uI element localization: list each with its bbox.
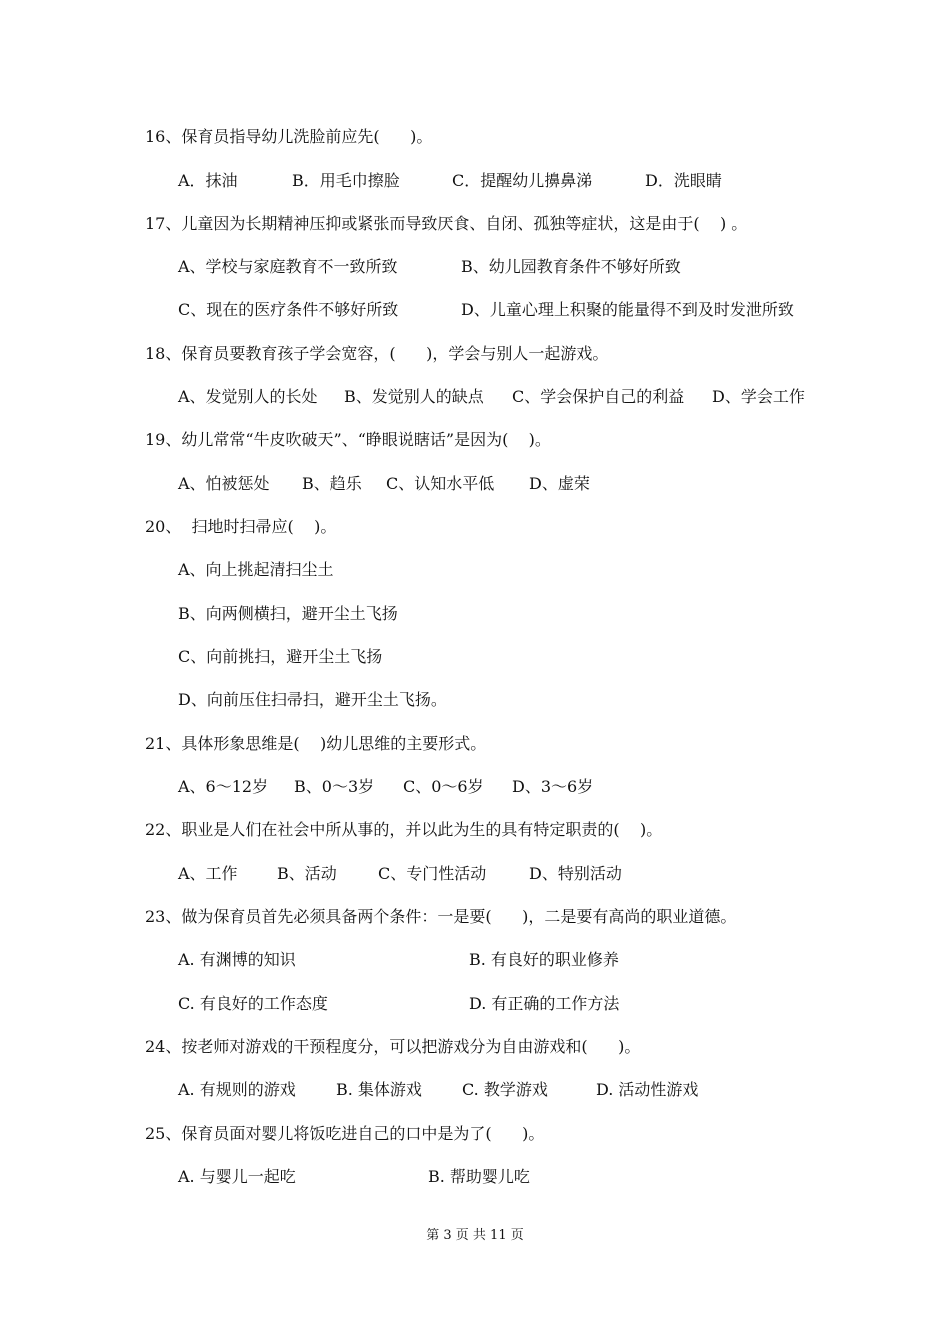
- q24-option-c: C. 教学游戏: [462, 1080, 548, 1099]
- q18-option-a: A、发觉别人的长处: [178, 387, 318, 406]
- question-19: 19、幼儿常常“牛皮吹破天”、“睁眼说瞎话”是因为( )。: [145, 430, 551, 449]
- q19-option-a: A、怕被惩处: [178, 474, 270, 493]
- q17-option-c: C、现在的医疗条件不够好所致: [178, 300, 399, 319]
- q17-option-a: A、学校与家庭教育不一致所致: [178, 257, 398, 276]
- q24-option-a: A. 有规则的游戏: [178, 1080, 296, 1099]
- q23-option-d: D. 有正确的工作方法: [469, 994, 620, 1013]
- q25-option-a: A. 与婴儿一起吃: [178, 1167, 296, 1186]
- q21-option-a: A、6～12岁: [178, 777, 269, 796]
- q22-option-b: B、活动: [277, 864, 337, 883]
- q21-option-c: C、0～6岁: [403, 777, 484, 796]
- q20-option-b: B、向两侧横扫，避开尘土飞扬: [178, 604, 398, 623]
- q20-option-d: D、向前压住扫帚扫，避开尘土飞扬。: [178, 690, 447, 709]
- q17-option-d: D、儿童心理上积聚的能量得不到及时发泄所致: [461, 300, 794, 319]
- q16-option-d: D．洗眼睛: [645, 171, 722, 190]
- q16-option-a: A．抹油: [178, 171, 238, 190]
- q22-option-d: D、特别活动: [529, 864, 622, 883]
- q21-option-d: D、3～6岁: [512, 777, 594, 796]
- q17-option-b: B、幼儿园教育条件不够好所致: [461, 257, 681, 276]
- question-25: 25、保育员面对婴儿将饭吃进自己的口中是为了( )。: [145, 1124, 545, 1143]
- q19-option-c: C、认知水平低: [386, 474, 495, 493]
- q18-option-d: D、学会工作: [712, 387, 805, 406]
- question-16: 16、保育员指导幼儿洗脸前应先( )。: [145, 127, 433, 146]
- question-24: 24、按老师对游戏的干预程度分，可以把游戏分为自由游戏和( )。: [145, 1037, 641, 1056]
- q23-option-b: B. 有良好的职业修养: [469, 950, 619, 969]
- q22-option-a: A、工作: [178, 864, 238, 883]
- q23-option-a: A. 有渊博的知识: [178, 950, 296, 969]
- question-23: 23、做为保育员首先必须具备两个条件：一是要( )，二是要有高尚的职业道德。: [145, 907, 737, 926]
- q24-option-d: D. 活动性游戏: [596, 1080, 699, 1099]
- q23-option-c: C. 有良好的工作态度: [178, 994, 328, 1013]
- question-20: 20、 扫地时扫帚应( )。: [145, 517, 337, 536]
- q16-option-c: C．提醒幼儿擤鼻涕: [452, 171, 593, 190]
- q19-option-d: D、虚荣: [529, 474, 590, 493]
- q19-option-b: B、趋乐: [302, 474, 362, 493]
- q18-option-b: B、发觉别人的缺点: [344, 387, 484, 406]
- question-17: 17、儿童因为长期精神压抑或紧张而导致厌食、自闭、孤独等症状，这是由于( ) 。: [145, 214, 748, 233]
- q21-option-b: B、0～3岁: [294, 777, 375, 796]
- question-18: 18、保育员要教育孩子学会宽容，( )，学会与别人一起游戏。: [145, 344, 609, 363]
- q24-option-b: B. 集体游戏: [336, 1080, 422, 1099]
- question-22: 22、职业是人们在社会中所从事的，并以此为生的具有特定职责的( )。: [145, 820, 663, 839]
- q18-option-c: C、学会保护自己的利益: [512, 387, 685, 406]
- page-footer: 第 3 页 共 11 页: [426, 1228, 524, 1243]
- q25-option-b: B. 帮助婴儿吃: [428, 1167, 530, 1186]
- q20-option-a: A、向上挑起清扫尘土: [178, 560, 334, 579]
- question-21: 21、具体形象思维是( )幼儿思维的主要形式。: [145, 734, 487, 753]
- q16-option-b: B．用毛巾擦脸: [292, 171, 400, 190]
- q20-option-c: C、向前挑扫，避开尘土飞扬: [178, 647, 383, 666]
- q22-option-c: C、专门性活动: [378, 864, 487, 883]
